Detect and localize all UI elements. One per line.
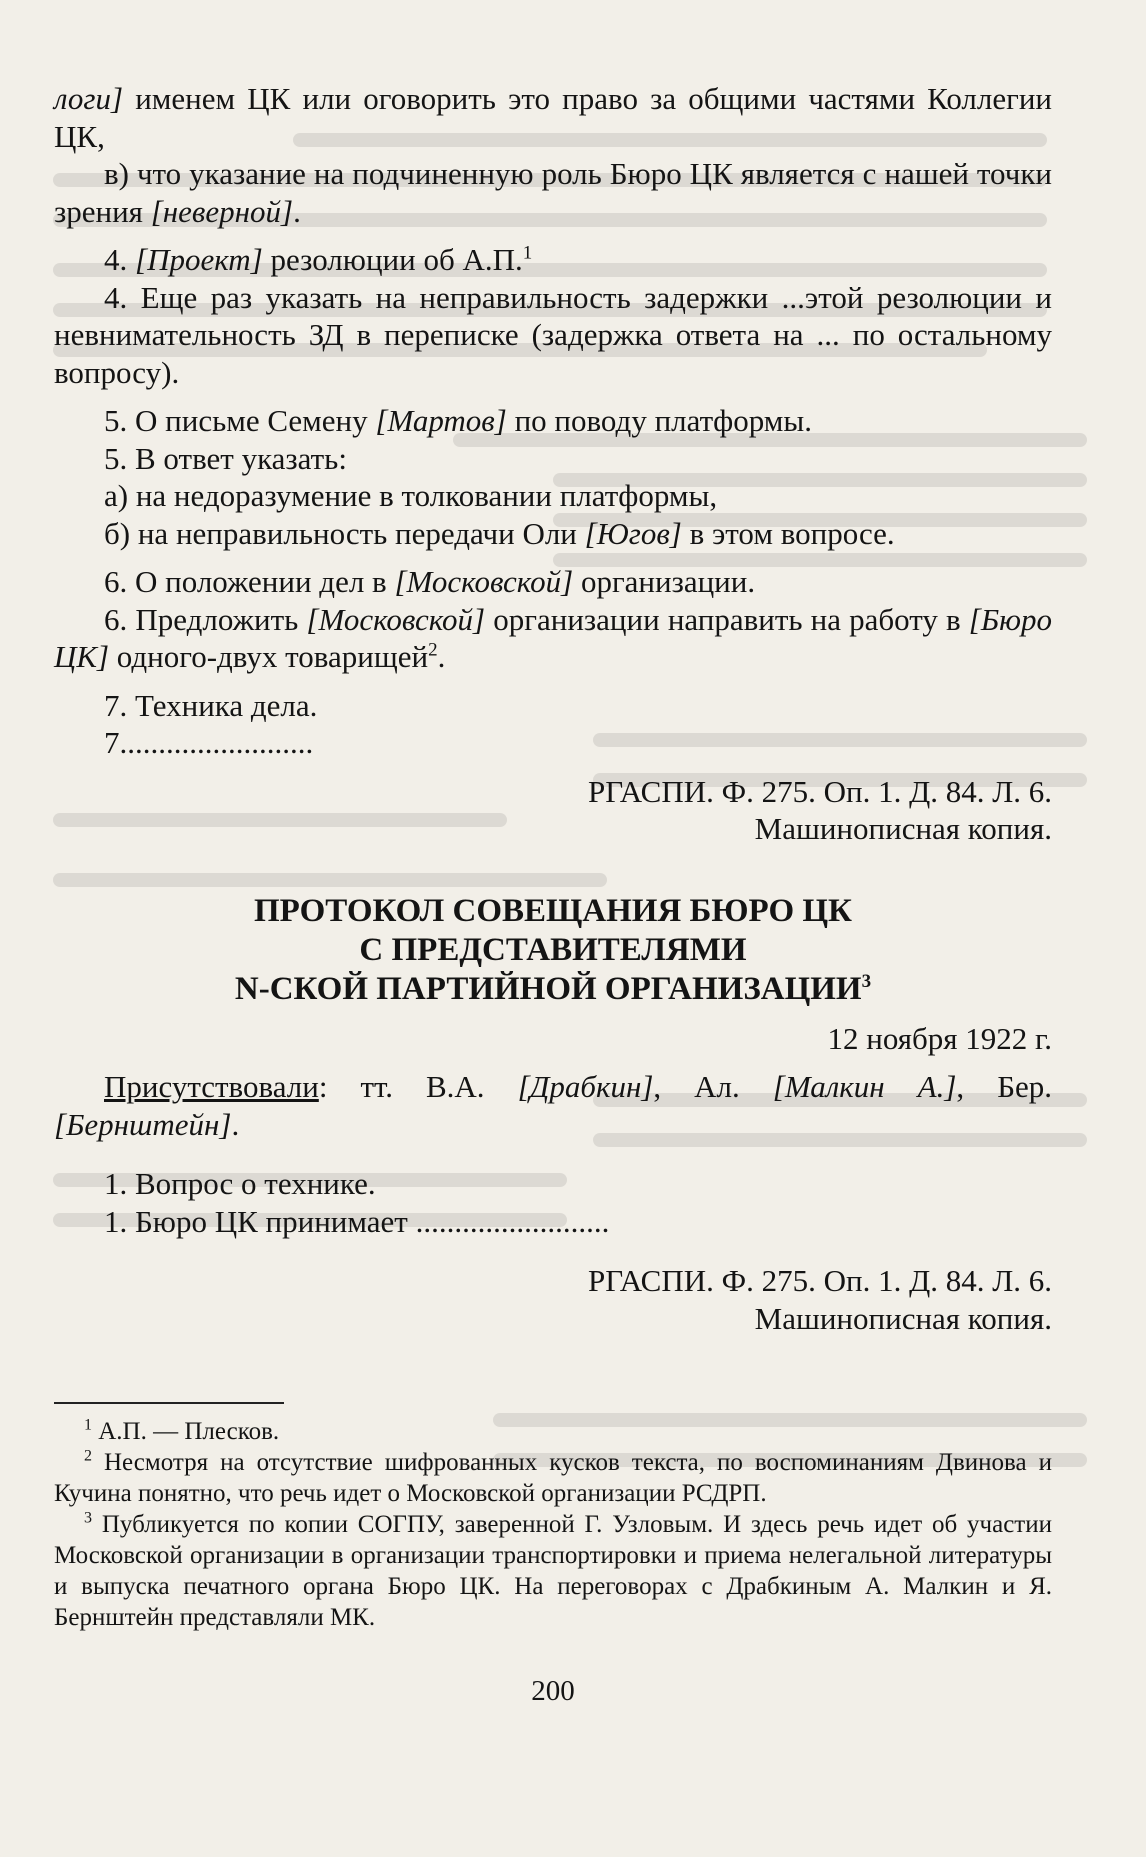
resolution-item: 1. Бюро ЦК принимает ......................... [104,1203,610,1239]
page-body [54,80,1052,1711]
attendees-label: Присутствовали [104,1069,319,1104]
text-italic: [Югов] [584,515,682,551]
text: организации. [573,564,756,599]
resolution-item: 4. Еще раз указать на неправильность задержки ...этой резолюции и невнимательность ЗД в переписке (задержка ответа на ... по остальному вопросу). [54,279,1052,390]
document-title [54,892,1052,1009]
footnote [54,1509,1052,1633]
text-italic: [Мартов] [375,403,507,438]
text: . [231,1106,240,1142]
agenda-item [54,241,1052,279]
copy-note: Машинописная копия. [754,1300,1052,1336]
title-line: N-СКОЙ ПАРТИЙНОЙ ОРГАНИЗАЦИИ [234,970,862,1007]
document-date: 12 ноября 1922 г. [827,1020,1052,1056]
text-italic: [Бернштейн] [54,1106,232,1142]
text: . [293,193,301,229]
archive-source: РГАСПИ. Ф. 275. Оп. 1. Д. 84. Л. 6. [588,1263,1052,1298]
title-line: С ПРЕДСТАВИТЕЛЯМИ [359,931,747,968]
text: , Ал. [653,1069,773,1104]
text: 5. О письме Семену [104,403,376,438]
text-italic: логи] [54,81,124,116]
agenda-item: 7. Техника дела. [104,687,318,723]
text: 6. О положении дел в [104,564,395,599]
footnotes [54,1416,1052,1633]
text: 4. [104,242,135,277]
text: организации направить на работу в [485,601,969,637]
footnote-number: 1 [84,1416,92,1434]
footnote-ref: 3 [861,970,872,992]
text-italic: [Бюро ЦК] [54,601,1052,674]
paragraph [54,155,1052,230]
text: резолюции об А.П. [262,242,523,277]
text-italic: [Малкин А.] [772,1069,957,1104]
page-number: 200 [531,1675,575,1707]
text: . [437,639,446,674]
footnote-ref: 1 [522,242,533,264]
resolution-subitem: а) на недоразумение в толковании платформы, [104,478,718,513]
text: в) что указание на подчиненную роль Бюро ЦК является с нашей точки зрения [54,156,1052,229]
text-italic: [Московской] [394,564,574,599]
text: в этом вопросе. [681,515,895,551]
text: одного-двух товарищей [109,639,429,674]
footnote-number: 2 [84,1447,92,1465]
text-italic: [неверной] [150,193,294,229]
attendees [54,1068,1052,1143]
footnote [54,1416,1052,1447]
text: именем ЦК или оговорить это право за общими частями Коллегии ЦК, [54,81,1052,154]
agenda-item [54,402,1052,440]
text: б) на неправильность передачи Оли [104,515,585,551]
resolution-item: 5. В ответ указать: [104,440,347,476]
footnote [54,1447,1052,1509]
footnote-text: Публикуется по копии СОГПУ, заверенной Г. Узловым. И здесь речь идет об участии Московской организации в организации транспортировки и приема нелегальной литературы и выпуска печатного органа Бюро ЦК. На переговорах с Драбкиным А. Малкин и Я. Бернштейн представляли МК. [54,1511,1052,1631]
paragraph [54,80,1052,155]
footnote-number: 3 [84,1509,92,1527]
text-italic: [Проект] [135,242,263,277]
text: : тт. В.А. [318,1069,518,1104]
text: 6. Предложить [104,601,307,637]
resolution-subitem [54,515,1052,553]
title-line: ПРОТОКОЛ СОВЕЩАНИЯ БЮРО ЦК [254,892,852,929]
text: по поводу платформы. [506,403,812,438]
footnote-ref: 2 [428,639,438,661]
footnote-text: Несмотря на отсутствие шифрованных кусков текста, по воспоминаниям Двинова и Кучина понятно, что речь идет о Московской организации РСДРП. [54,1449,1052,1507]
resolution-item [54,601,1052,676]
agenda-item [54,563,1052,601]
footnote-text: А.П. — Плесков. [92,1418,280,1445]
text-italic: [Московской] [306,601,486,637]
resolution-item: 7......................... [104,725,314,760]
text: , Бер. [956,1069,1052,1104]
archive-source: РГАСПИ. Ф. 275. Оп. 1. Д. 84. Л. 6. [588,773,1052,809]
copy-note: Машинописная копия. [754,811,1052,846]
agenda-item: 1. Вопрос о технике. [104,1166,376,1201]
text-italic: [Драбкин] [517,1069,654,1104]
